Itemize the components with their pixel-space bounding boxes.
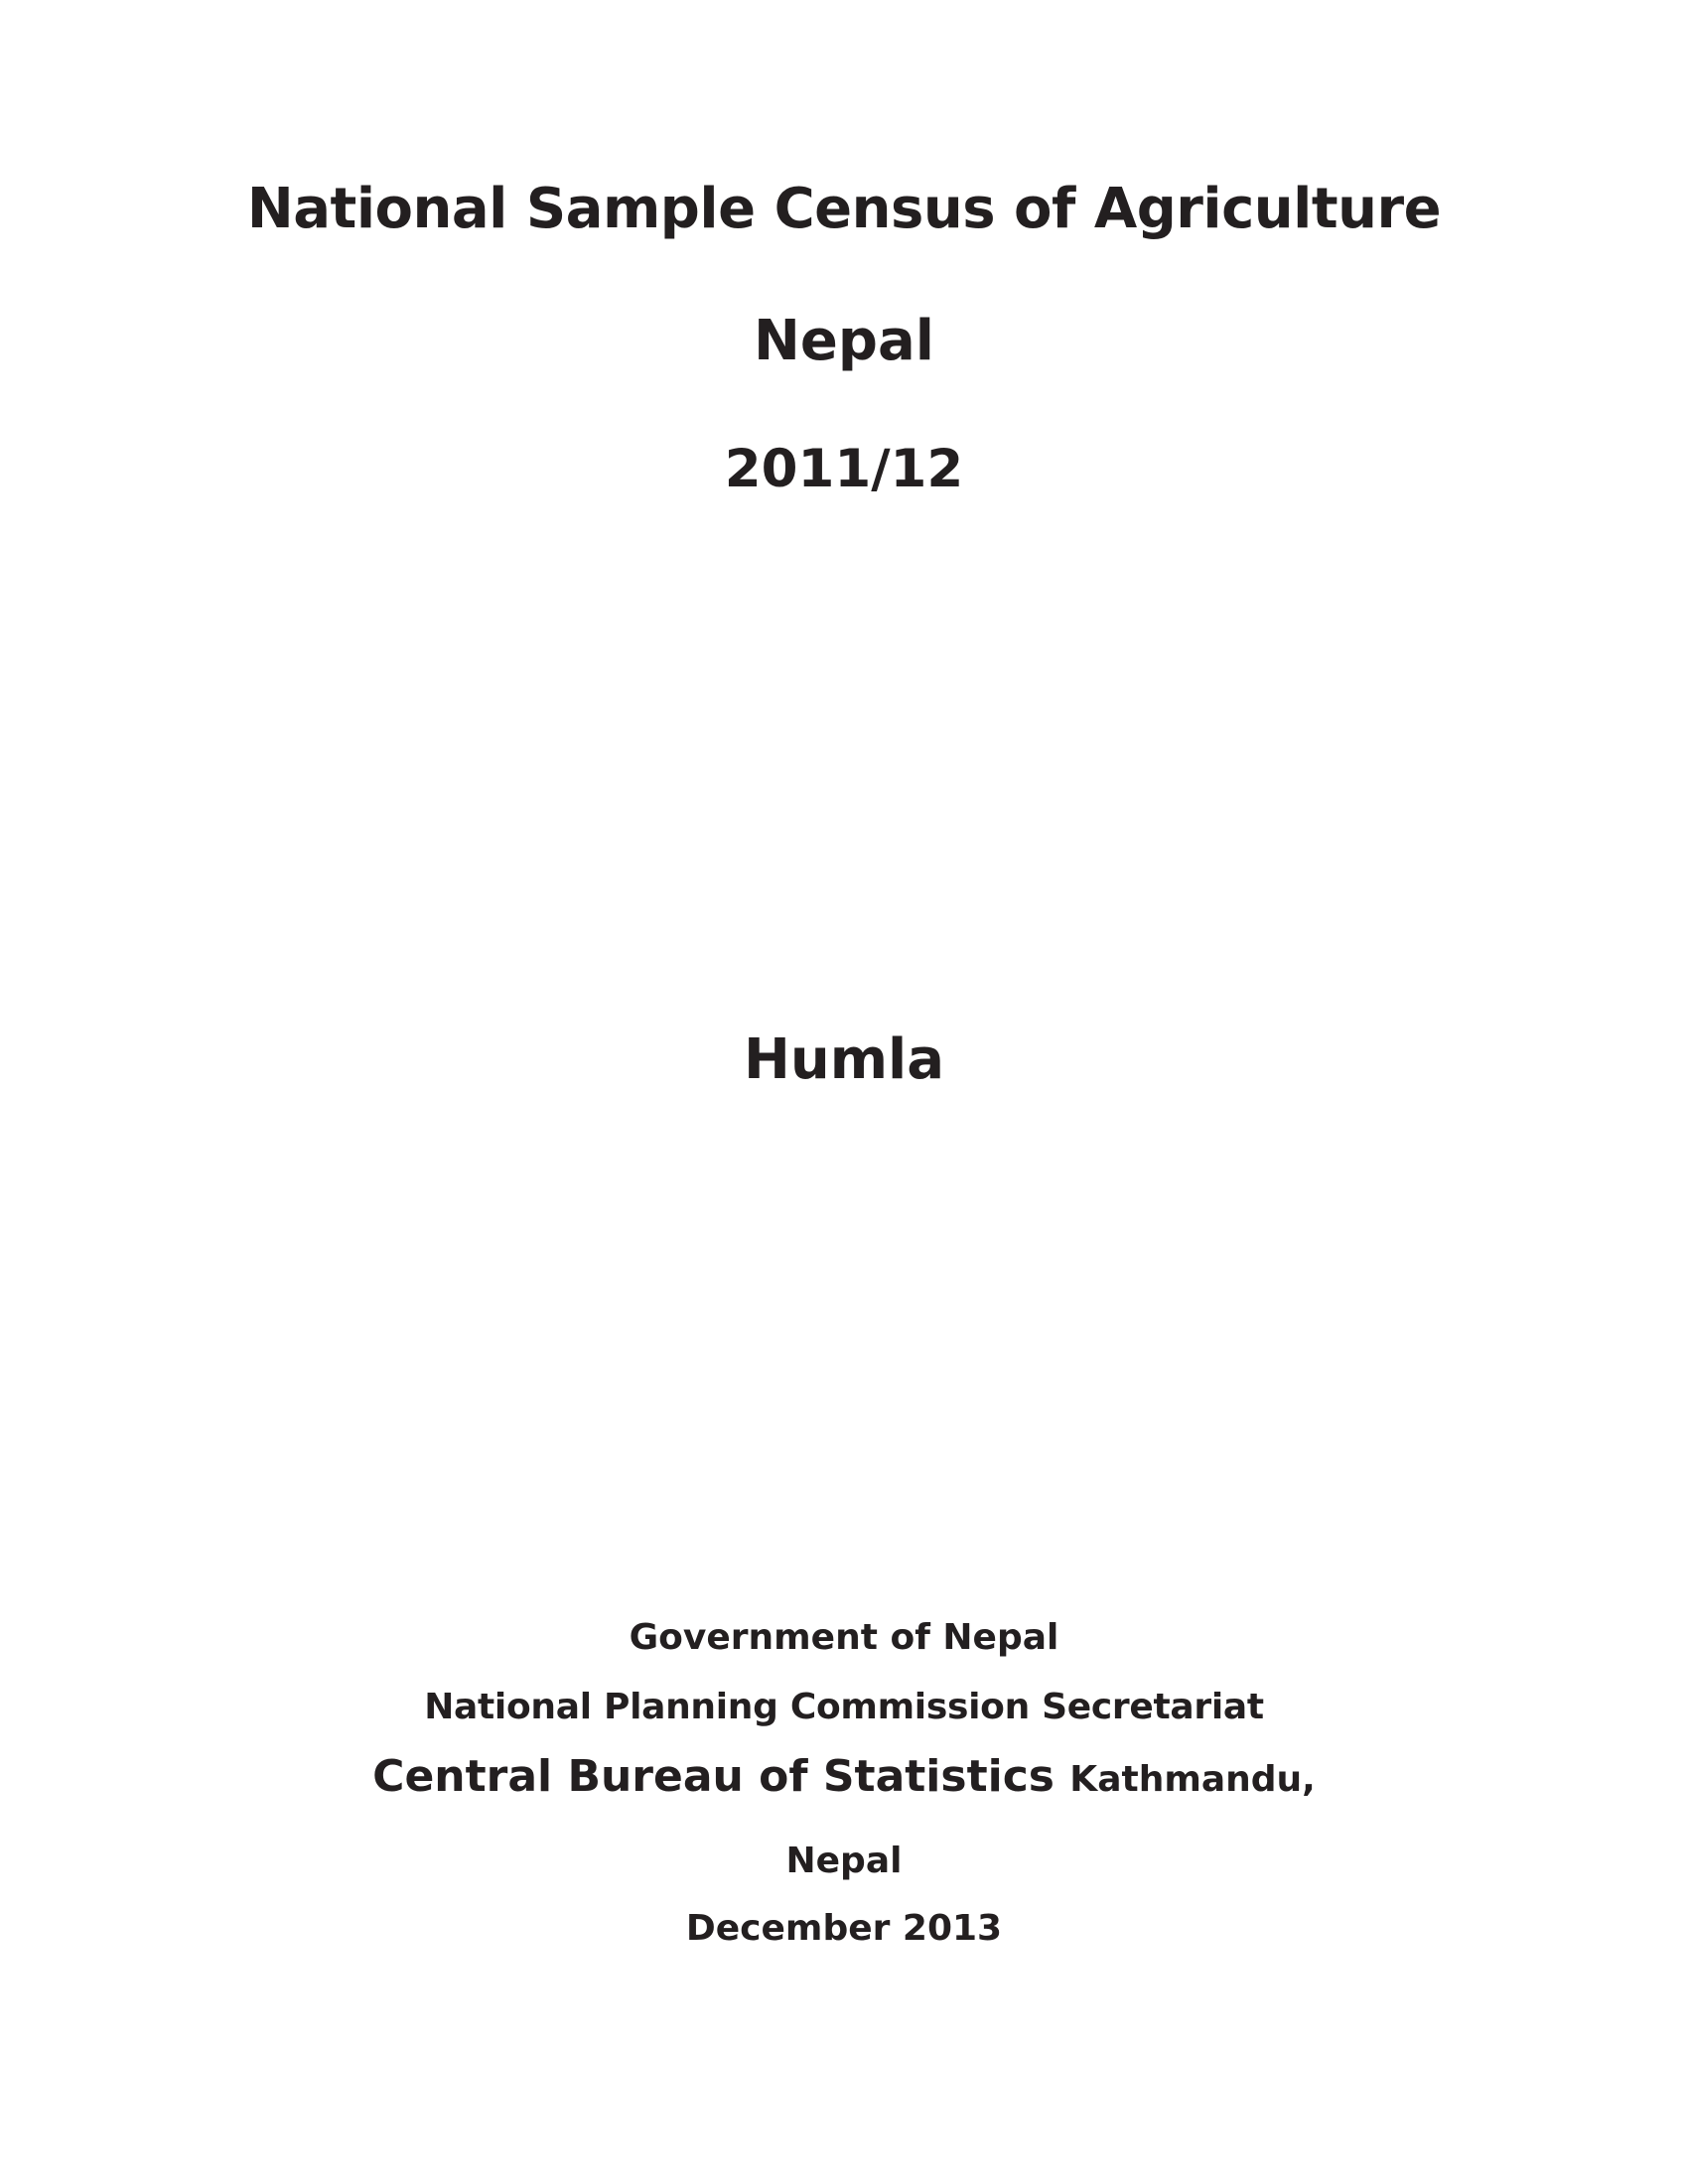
publisher-bureau: Central Bureau of Statistics xyxy=(372,1751,1055,1802)
report-year: 2011/12 xyxy=(724,439,964,499)
report-title: National Sample Census of Agriculture xyxy=(246,177,1442,241)
publisher-city: Kathmandu, xyxy=(1069,1759,1316,1800)
publisher-bureau-line xyxy=(0,1751,1688,1802)
publication-date: December 2013 xyxy=(685,1908,1003,1949)
report-country: Nepal xyxy=(754,309,934,373)
district-name: Humla xyxy=(743,1027,945,1092)
publisher-government: Government of Nepal xyxy=(629,1617,1059,1658)
publisher-country: Nepal xyxy=(785,1841,903,1881)
publisher-commission: National Planning Commission Secretariat xyxy=(424,1687,1264,1727)
